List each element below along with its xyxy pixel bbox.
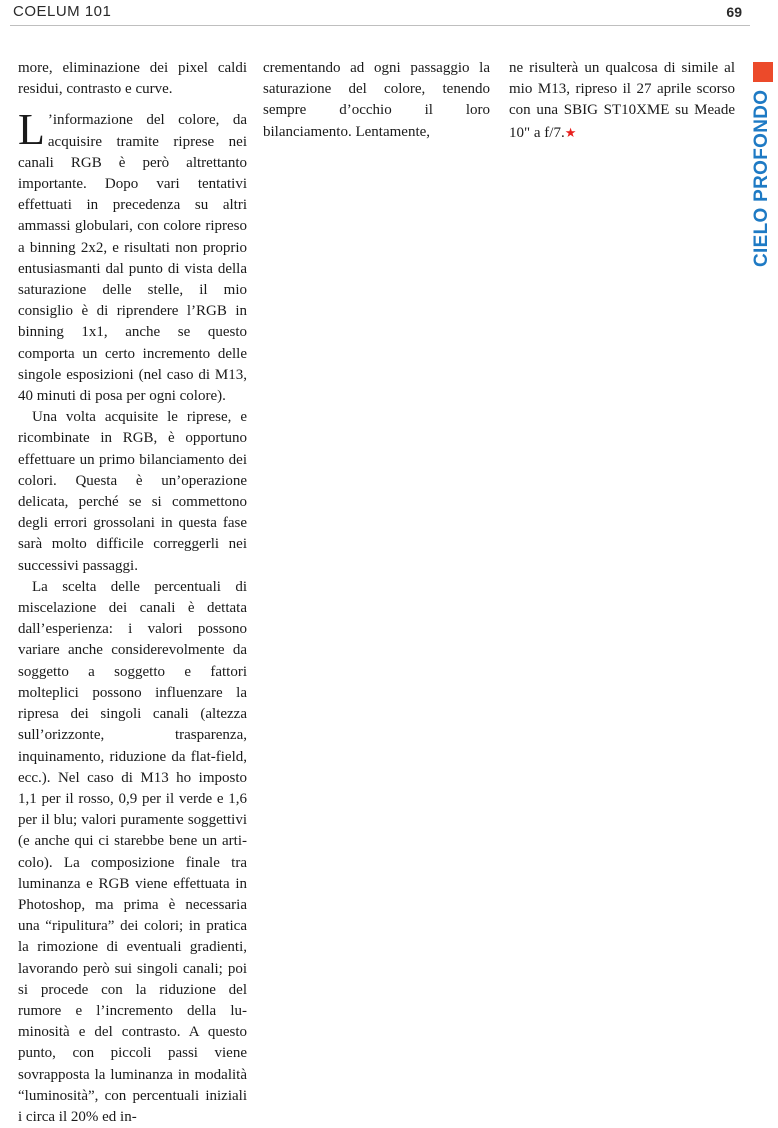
section-label: CIELO PROFONDO — [751, 89, 772, 267]
paragraph-dropcap — [18, 105, 247, 407]
article-column-1 — [18, 58, 247, 1128]
magazine-title: COELUM 101 — [13, 3, 112, 20]
paragraph-column-2: crementando ad ogni passaggio la saturazione del colore, tenendo sempre d’occhio il loro bilanciamento. Lentamente, — [263, 60, 490, 140]
section-color-block — [753, 62, 773, 82]
header-divider — [10, 25, 750, 26]
paragraph-channel-mix: La scelta delle percentuali di miscelazione dei canali è dettata dall’esperienza: i valori possono variare anche considerevolmente da soggetto a soggetto e fattori molteplici possono influenzare la ripresa dei singoli canali (altezza sull’orizzonte, trasparenza, inquinamento, riduzione da flat-field, ecc.). Nel caso di M13 ho imposto 1,1 per il rosso, 0,9 per il verde e 1,6 per il blu; valori puramente soggettivi (e anche qui ci starebbe bene un articolo). La composizione finale tra luminanza e RGB viene effettuata in Photoshop, ma prima è necessaria una “ripulitura” dei colori; in pratica la rimozione di eventuali gradienti, lavorando però sui singoli canali; poi si procede con la riduzione del rumore e l’incremento della luminosità e del contrasto. A questo punto, con piccoli passi viene sovrapposta la luminanza in modalità “luminosità”, con percentuali iniziali i circa il 20% ed in- — [18, 578, 247, 1125]
article-column-2 — [263, 58, 490, 143]
paragraph-dropcap-text: ’informazione del colore, da acquisire tramite riprese nei canali RGB è però altrettanto importante. Dopo vari tentativi effettuati in precedenza su altri ammassi globulari, con colore ripreso a binning 2x2, e risultati non proprio entusiasmanti dal punto di vista della saturazione delle stelle, il mio consiglio è di riprendere l’RGB in binning 1x1, anche se questo comporta un certo incremento delle singole esposizioni (nel caso di M13, 40 minuti di posa per ogni colore). — [18, 112, 247, 405]
article-column-3 — [509, 58, 735, 144]
paragraph-column-3-text: ne risulterà un qualcosa di simile al mio M13, ripreso il 27 aprile scorso con una SBIG ST10XME su Meade 10" a f/7. — [509, 60, 735, 141]
page-number: 69 — [726, 4, 742, 20]
drop-cap: L — [18, 105, 45, 155]
paragraph-column-3 — [509, 58, 735, 144]
paragraph-color-balance: Una volta acquisite le riprese, e ricombinate in RGB, è opportuno effettuare un primo bilanciamento dei colori. Questa è un’operazione delicata, perché se si commettono degli errori grossolani in questa fase sarà molto difficile correggerli nei successivi passaggi. — [18, 409, 247, 574]
end-of-article-star-icon: ★ — [564, 124, 577, 140]
paragraph-continuation: more, eliminazione dei pixel caldi residui, contrasto e curve. — [18, 60, 247, 98]
